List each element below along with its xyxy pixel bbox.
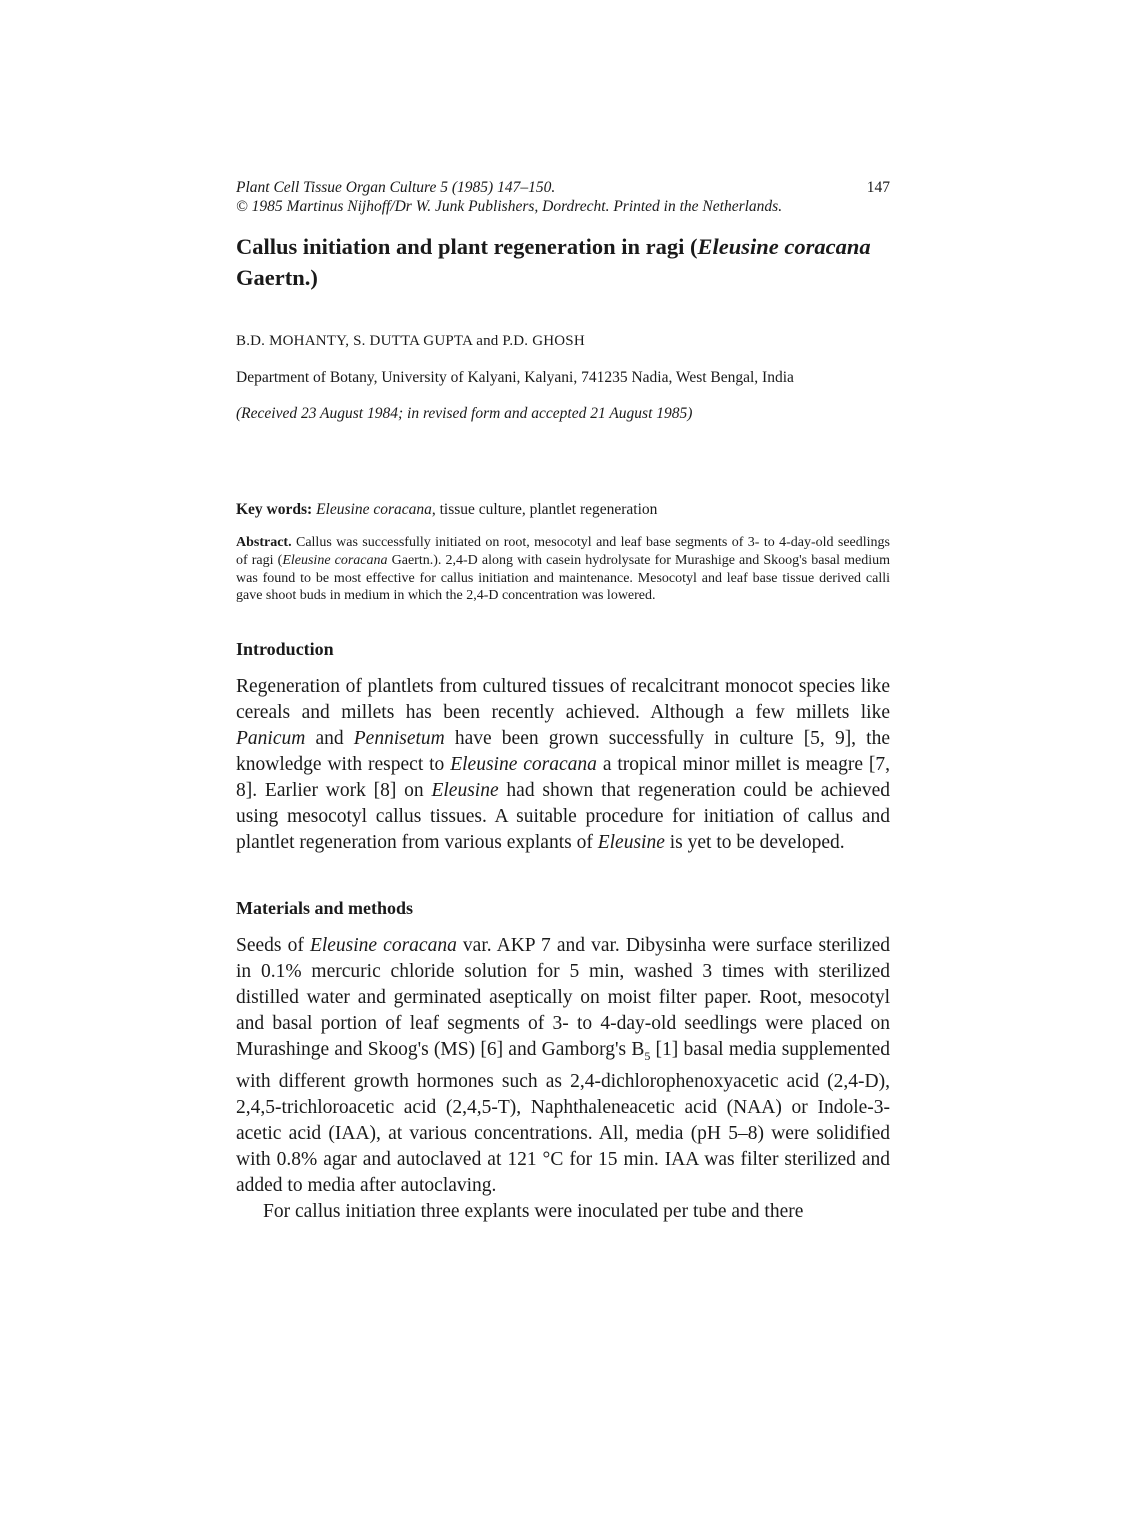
introduction-heading: Introduction xyxy=(236,639,334,660)
methods-subscript: 5 xyxy=(644,1049,651,1064)
methods-paragraph xyxy=(236,933,890,1199)
introduction-paragraph xyxy=(236,674,890,856)
intro-text-2: and xyxy=(305,728,354,750)
intro-text-1: Regeneration of plantlets from cultured tissues of recalcitrant monocot species like cereals and millets has been recently achieved. Although a few millets like xyxy=(236,676,890,724)
abstract-species: Eleusine coracana xyxy=(282,552,388,568)
page-number: 147 xyxy=(866,179,890,196)
intro-italic-2: Pennisetum xyxy=(353,728,445,750)
journal-citation: Plant Cell Tissue Organ Culture 5 (1985) 147–150. xyxy=(236,179,556,196)
intro-text-3: have been grown successfully in culture [5, 9], the knowledge with respect to xyxy=(236,728,891,776)
article-page xyxy=(236,178,890,1225)
methods-heading: Materials and methods xyxy=(236,898,413,919)
abstract xyxy=(236,534,890,605)
intro-italic-3: Eleusine coracana xyxy=(450,754,597,776)
authors: B.D. MOHANTY, S. DUTTA GUPTA and P.D. GHOSH xyxy=(236,333,585,349)
methods-paragraph-2: For callus initiation three explants were inoculated per tube and there xyxy=(263,1201,804,1223)
abstract-label: Abstract. xyxy=(236,535,292,550)
keywords-rest: , tissue culture, plantlet regeneration xyxy=(431,501,658,518)
intro-italic-4: Eleusine xyxy=(431,780,499,802)
keywords-label: Key words: xyxy=(236,501,313,518)
intro-text-4: a tropical minor millet is meagre [7, 8]. Earlier work [8] on xyxy=(236,754,890,802)
intro-italic-1: Panicum xyxy=(236,728,306,750)
title-species: Eleusine coracana xyxy=(697,234,871,259)
methods-text-2: var. AKP 7 and var. Dibysinha were surface sterilized in 0.1% mercuric chloride solution for 5 min, washed 3 times with sterilized distilled water and germinated aseptically on moist filter paper. Root, mesocotyl and basal portion of leaf segments of 3- to 4-day-old seedlings were placed on Murashinge and Skoog's (MS) [6] and Gamborg's B xyxy=(236,935,890,1061)
title-end: Gaertn.) xyxy=(236,265,318,290)
keywords-species: Eleusine coracana xyxy=(316,501,432,518)
affiliation: Department of Botany, University of Kalyani, Kalyani, 741235 Nadia, West Bengal, India xyxy=(236,369,794,386)
intro-italic-5: Eleusine xyxy=(597,832,665,854)
abstract-part1: Callus was successfully initiated on root, mesocotyl and leaf base segments of 3- to 4-day-old seedlings of ragi ( xyxy=(236,535,890,568)
methods-text-3: [1] basal media supplemented with different growth hormones such as 2,4-dichlorophenoxyacetic acid (2,4-D), 2,4,5-trichloroacetic acid (2,4,5-T), Naphthaleneacetic acid (NAA) or Indole-3-acetic acid (IAA), at various concentrations. All, media (pH 5–8) were solidified with 0.8% agar and autoclaved at 121 °C for 15 min. IAA was filter sterilized and added to media after autoclaving. xyxy=(236,1039,890,1197)
received-date: (Received 23 August 1984; in revised form and accepted 21 August 1985) xyxy=(236,405,693,422)
intro-text-6: is yet to be developed. xyxy=(664,832,845,854)
methods-text-1: Seeds of xyxy=(236,935,310,957)
intro-text-5: had shown that regeneration could be achieved using mesocotyl callus tissues. A suitable procedure for initiation of callus and plantlet regeneration from various explants of xyxy=(236,780,890,854)
copyright-line: © 1985 Martinus Nijhoff/Dr W. Junk Publishers, Dordrecht. Printed in the Netherlands. xyxy=(236,198,783,215)
title-main: Callus initiation and plant regeneration in ragi ( xyxy=(236,234,698,259)
article-title xyxy=(236,231,890,293)
abstract-part2: Gaertn.). 2,4-D along with casein hydrolysate for Murashige and Skoog's basal medium was found to be most effective for callus initiation and maintenance. Mesocotyl and leaf base tissue derived calli gave shoot buds in medium in which the 2,4-D concentration was lowered. xyxy=(236,552,891,604)
methods-italic-1: Eleusine coracana xyxy=(309,935,457,957)
keywords xyxy=(236,501,890,519)
journal-header xyxy=(236,178,890,197)
